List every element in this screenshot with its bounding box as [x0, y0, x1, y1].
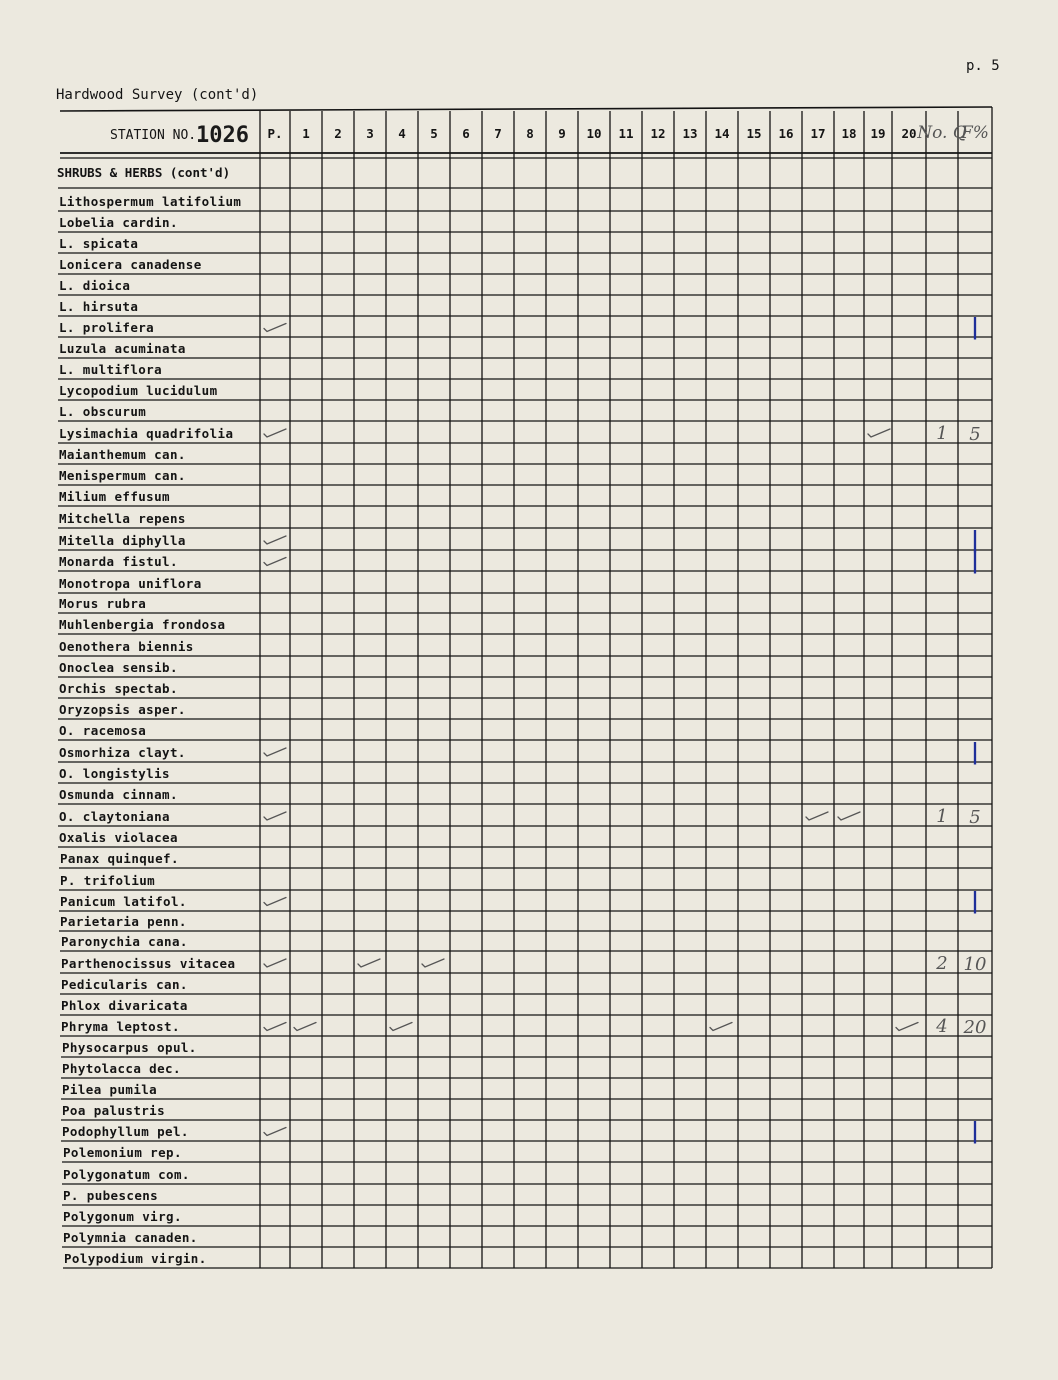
station-number-stamp: 1026	[196, 123, 249, 148]
frequency-percent: |	[970, 527, 980, 553]
column-header-8: 8	[526, 126, 534, 141]
species-name: Milium effusum	[59, 489, 170, 504]
section-heading: SHRUBS & HERBS (cont'd)	[57, 165, 231, 180]
column-header-15: 15	[746, 126, 762, 141]
check-mark-col-P.	[264, 959, 286, 967]
check-mark-col-5	[422, 959, 444, 967]
species-name: L. prolifera	[59, 320, 155, 335]
table-row	[61, 1124, 992, 1141]
column-header-2: 2	[334, 126, 342, 141]
species-name: Physocarpus opul.	[62, 1040, 197, 1055]
table-row	[61, 1061, 992, 1078]
quadrat-count: 1	[936, 806, 948, 827]
station-label: STATION NO.	[110, 128, 197, 143]
table-row	[61, 1082, 992, 1099]
species-name: Polymnia canaden.	[63, 1230, 198, 1245]
column-header-9: 9	[558, 126, 566, 141]
column-header-5: 5	[430, 126, 438, 141]
check-mark-col-P.	[264, 748, 286, 756]
table-row	[58, 533, 992, 550]
species-name: P. pubescens	[63, 1188, 159, 1203]
column-header-17: 17	[810, 126, 826, 141]
species-name: Pedicularis can.	[61, 977, 188, 992]
table-row	[58, 617, 992, 634]
table-row	[59, 894, 992, 911]
species-name: O. longistylis	[59, 766, 170, 781]
species-name: Lonicera canadense	[59, 257, 202, 272]
species-name: Phlox divaricata	[61, 998, 188, 1013]
table-row	[58, 702, 992, 719]
table-row	[58, 596, 992, 613]
species-name: Lycopodium lucidulum	[59, 383, 218, 398]
species-name: Monotropa uniflora	[59, 576, 202, 591]
species-name: Muhlenbergia frondosa	[59, 617, 226, 632]
species-name: Osmunda cinnam.	[59, 787, 178, 802]
table-row	[58, 278, 992, 295]
table-row	[58, 681, 992, 698]
check-mark-col-20	[896, 1023, 918, 1031]
check-mark-col-P.	[264, 429, 286, 437]
column-header-6: 6	[462, 126, 470, 141]
table-row	[58, 215, 992, 232]
species-name: Oryzopsis asper.	[59, 702, 186, 717]
frequency-percent: |	[970, 888, 980, 914]
species-name: Mitchella repens	[59, 511, 186, 526]
frequency-percent: |	[970, 314, 980, 340]
column-header-20: 20	[901, 126, 917, 141]
table-row	[58, 660, 992, 677]
check-mark-col-P.	[264, 1023, 286, 1031]
column-header-4: 4	[398, 126, 406, 141]
species-name: Parietaria penn.	[60, 914, 187, 929]
table-row	[59, 851, 992, 868]
column-header-11: 11	[618, 126, 634, 141]
frequency-percent: 10	[963, 954, 987, 975]
table-row	[58, 447, 992, 464]
table-row	[58, 766, 992, 783]
document-title: Hardwood Survey (cont'd)	[56, 87, 259, 103]
column-header-19: 19	[870, 126, 886, 141]
table-row	[62, 1209, 992, 1226]
frequency-percent: 20	[963, 1017, 987, 1038]
table-row	[58, 257, 992, 274]
table-row	[58, 576, 992, 593]
quadrat-count: 1	[936, 423, 948, 444]
species-name: Lobelia cardin.	[59, 215, 178, 230]
column-header-13: 13	[682, 126, 698, 141]
species-name: Oenothera biennis	[59, 639, 194, 654]
column-header-1: 1	[302, 126, 310, 141]
quadrat-count: 2	[936, 953, 948, 974]
species-name: Polypodium virgin.	[64, 1251, 207, 1266]
table-row	[58, 723, 992, 740]
species-name: Podophyllum pel.	[62, 1124, 189, 1139]
species-name: Parthenocissus vitacea	[61, 956, 236, 971]
species-name: Luzula acuminata	[59, 341, 186, 356]
column-header-10: 10	[586, 126, 602, 141]
species-name: Orchis spectab.	[59, 681, 178, 696]
species-name: Polemonium rep.	[63, 1145, 182, 1160]
check-mark-col-19	[868, 429, 890, 437]
species-name: Morus rubra	[59, 596, 147, 611]
table-row	[62, 1145, 992, 1162]
table-row	[58, 511, 992, 528]
column-header-12: 12	[650, 126, 666, 141]
frequency-percent: |	[970, 1118, 980, 1144]
table-row	[60, 998, 992, 1015]
species-name: Lithospermum latifolium	[59, 194, 242, 209]
check-mark-col-P.	[264, 1128, 286, 1136]
table-row	[58, 554, 992, 571]
column-header-p: P.	[267, 126, 283, 141]
check-mark-col-P.	[264, 812, 286, 820]
table-row	[61, 1040, 992, 1057]
species-name: Mitella diphylla	[59, 533, 186, 548]
species-name: Monarda fistul.	[59, 554, 178, 569]
species-name: L. obscurum	[59, 404, 147, 419]
check-mark-col-17	[806, 812, 828, 820]
species-name: Paronychia cana.	[61, 934, 188, 949]
species-name: P. trifolium	[60, 873, 156, 888]
frequency-percent: |	[970, 548, 980, 574]
check-mark-col-3	[358, 959, 380, 967]
species-name: Osmorhiza clayt.	[59, 745, 186, 760]
table-row	[62, 1230, 992, 1247]
check-mark-col-P.	[264, 558, 286, 566]
species-name: Pilea pumila	[62, 1082, 158, 1097]
table-row	[58, 362, 992, 379]
table-row	[59, 914, 992, 931]
species-name: Onoclea sensib.	[59, 660, 178, 675]
page-number: p. 5	[966, 58, 1000, 74]
table-row	[59, 873, 992, 890]
species-name: L. spicata	[59, 236, 139, 251]
table-row	[60, 934, 992, 951]
table-row	[58, 194, 992, 211]
table-row	[58, 745, 992, 762]
species-name: Oxalis violacea	[59, 830, 178, 845]
table-row	[58, 236, 992, 253]
species-name: L. dioica	[59, 278, 131, 293]
column-header-f-percent: F%	[961, 123, 989, 143]
column-header-16: 16	[778, 126, 794, 141]
table-row	[58, 341, 992, 358]
table-grid	[58, 107, 992, 1268]
species-name: Menispermum can.	[59, 468, 186, 483]
column-headers	[267, 123, 989, 143]
quadrat-count: 4	[936, 1016, 948, 1037]
column-header-7: 7	[494, 126, 502, 141]
table-row	[60, 1019, 992, 1036]
check-mark-col-18	[838, 812, 860, 820]
table-row	[60, 956, 992, 973]
species-name: O. claytoniana	[59, 809, 170, 824]
species-name: Polygonum virg.	[63, 1209, 182, 1224]
table-row	[58, 404, 992, 421]
table-row	[62, 1167, 992, 1184]
table-row	[58, 320, 992, 337]
table-row	[63, 1251, 992, 1268]
species-name: Panax quinquef.	[60, 851, 179, 866]
table-row	[58, 830, 992, 847]
check-mark-col-4	[390, 1023, 412, 1031]
frequency-percent: 5	[969, 807, 981, 828]
table-row	[58, 787, 992, 804]
table-row	[61, 1103, 992, 1120]
frequency-percent: 5	[969, 424, 981, 445]
check-mark-col-P.	[264, 536, 286, 544]
frequency-percent: |	[970, 739, 980, 765]
species-name: L. multiflora	[59, 362, 163, 377]
table-row	[58, 468, 992, 485]
table-row	[62, 1188, 992, 1205]
species-name: Maianthemum can.	[59, 447, 186, 462]
species-name: Phryma leptost.	[61, 1019, 180, 1034]
table-row	[58, 489, 992, 506]
table-row	[58, 639, 992, 656]
column-header-18: 18	[841, 126, 857, 141]
tally-marks	[264, 314, 986, 1144]
table-row	[58, 809, 992, 826]
species-rows	[58, 194, 992, 1268]
table-row	[58, 426, 992, 443]
check-mark-col-P.	[264, 898, 286, 906]
column-header-3: 3	[366, 126, 374, 141]
table-row	[60, 977, 992, 994]
species-name: Panicum latifol.	[60, 894, 187, 909]
column-header-14: 14	[714, 126, 730, 141]
species-name: Polygonatum com.	[63, 1167, 190, 1182]
table-row	[58, 299, 992, 316]
check-mark-col-14	[710, 1023, 732, 1031]
species-name: Lysimachia quadrifolia	[59, 426, 234, 441]
species-name: L. hirsuta	[59, 299, 139, 314]
check-mark-col-1	[294, 1023, 316, 1031]
species-name: Poa palustris	[62, 1103, 166, 1118]
check-mark-col-P.	[264, 324, 286, 332]
species-name: Phytolacca dec.	[62, 1061, 181, 1076]
species-name: O. racemosa	[59, 723, 147, 738]
table-row	[58, 383, 992, 400]
column-header-no-q: No. Q	[917, 123, 967, 143]
table-header	[110, 123, 249, 148]
